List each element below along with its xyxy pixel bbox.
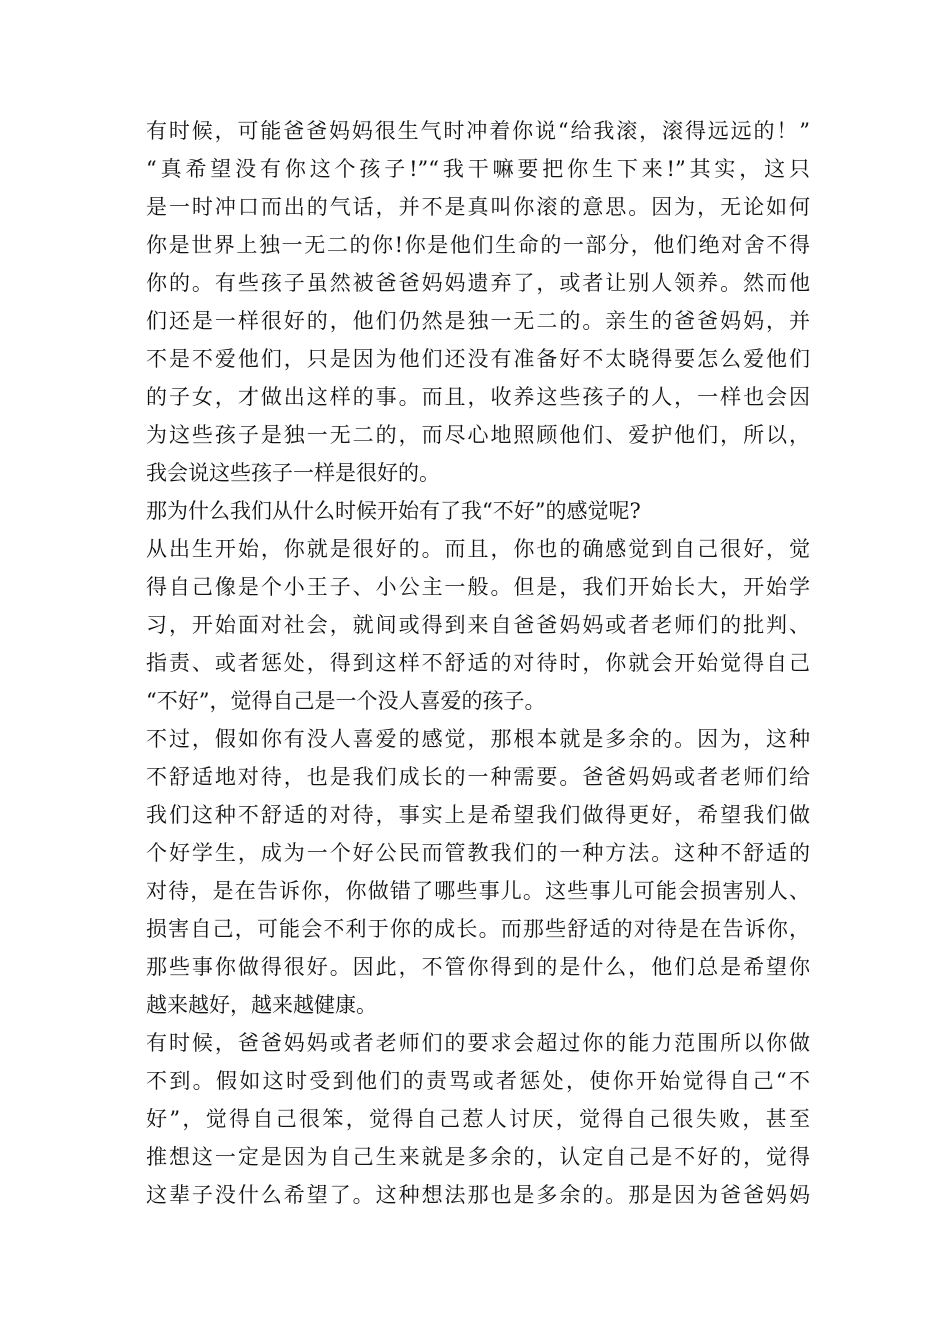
- text-line: 我会说这些孩子一样是很好的。: [146, 461, 440, 485]
- text-line: 你是世界上独一无二的你!你是他们生命的一部分，他们绝对舍不得: [146, 233, 810, 257]
- text-line: 有时候，可能爸爸妈妈很生气时冲着你说“给我滚，滚得远远的！”: [146, 119, 810, 143]
- text-line: 损害自己，可能会不利于你的成长。而那些舒适的对待是在告诉你，: [146, 917, 810, 941]
- text-line: “不好”，觉得自己是一个没人喜爱的孩子。: [146, 689, 546, 713]
- text-line: 不舒适地对待，也是我们成长的一种需要。爸爸妈妈或者老师们给: [146, 765, 810, 789]
- text-line: 我们这种不舒适的对待，事实上是希望我们做得更好，希望我们做: [146, 803, 810, 827]
- text-line: 为这些孩子是独一无二的，而尽心地照顾他们、爱护他们，所以，: [146, 423, 810, 447]
- text-line: 习，开始面对社会，就间或得到来自爸爸妈妈或者老师们的批判、: [146, 613, 810, 637]
- text-line: 你的。有些孩子虽然被爸爸妈妈遗弃了，或者让别人领养。然而他: [146, 271, 810, 295]
- body-text: [146, 112, 810, 1214]
- text-line: 不过，假如你有没人喜爱的感觉，那根本就是多余的。因为，这种: [146, 727, 810, 751]
- text-line: 好”，觉得自己很笨，觉得自己惹人讨厌，觉得自己很失败，甚至: [146, 1107, 810, 1131]
- text-line: 有时候，爸爸妈妈或者老师们的要求会超过你的能力范围所以你做: [146, 1031, 810, 1055]
- text-line: 这辈子没什么希望了。这种想法那也是多余的。那是因为爸爸妈妈: [146, 1183, 810, 1207]
- text-line: 那为什么我们从什么时候开始有了我“不好”的感觉呢?: [146, 499, 641, 523]
- text-line: 是一时冲口而出的气话，并不是真叫你滚的意思。因为，无论如何: [146, 195, 810, 219]
- text-line: 从出生开始，你就是很好的。而且，你也的确感觉到自己很好，觉: [146, 537, 810, 561]
- text-line: 个好学生，成为一个好公民而管教我们的一种方法。这种不舒适的: [146, 841, 810, 865]
- text-line: 得自己像是个小王子、小公主一般。但是，我们开始长大，开始学: [146, 575, 810, 599]
- text-line: 那些事你做得很好。因此，不管你得到的是什么，他们总是希望你: [146, 955, 810, 979]
- text-line: 指责、或者惩处，得到这样不舒适的对待时，你就会开始觉得自己: [146, 651, 810, 675]
- text-line: 不是不爱他们，只是因为他们还没有准备好不太晓得要怎么爱他们: [146, 347, 810, 371]
- text-line: 们还是一样很好的，他们仍然是独一无二的。亲生的爸爸妈妈，并: [146, 309, 810, 333]
- text-line: 对待，是在告诉你，你做错了哪些事儿。这些事儿可能会损害别人、: [146, 879, 810, 903]
- text-line: 的子女，才做出这样的事。而且，收养这些孩子的人，一样也会因: [146, 385, 810, 409]
- text-line: “真希望没有你这个孩子!”“我干嘛要把你生下来!”其实，这只: [146, 157, 810, 181]
- text-line: 越来越好，越来越健康。: [146, 993, 377, 1017]
- text-line: 推想这一定是因为自己生来就是多余的，认定自己是不好的，觉得: [146, 1145, 810, 1169]
- text-line: 不到。假如这时受到他们的责骂或者惩处，使你开始觉得自己“不: [146, 1069, 810, 1093]
